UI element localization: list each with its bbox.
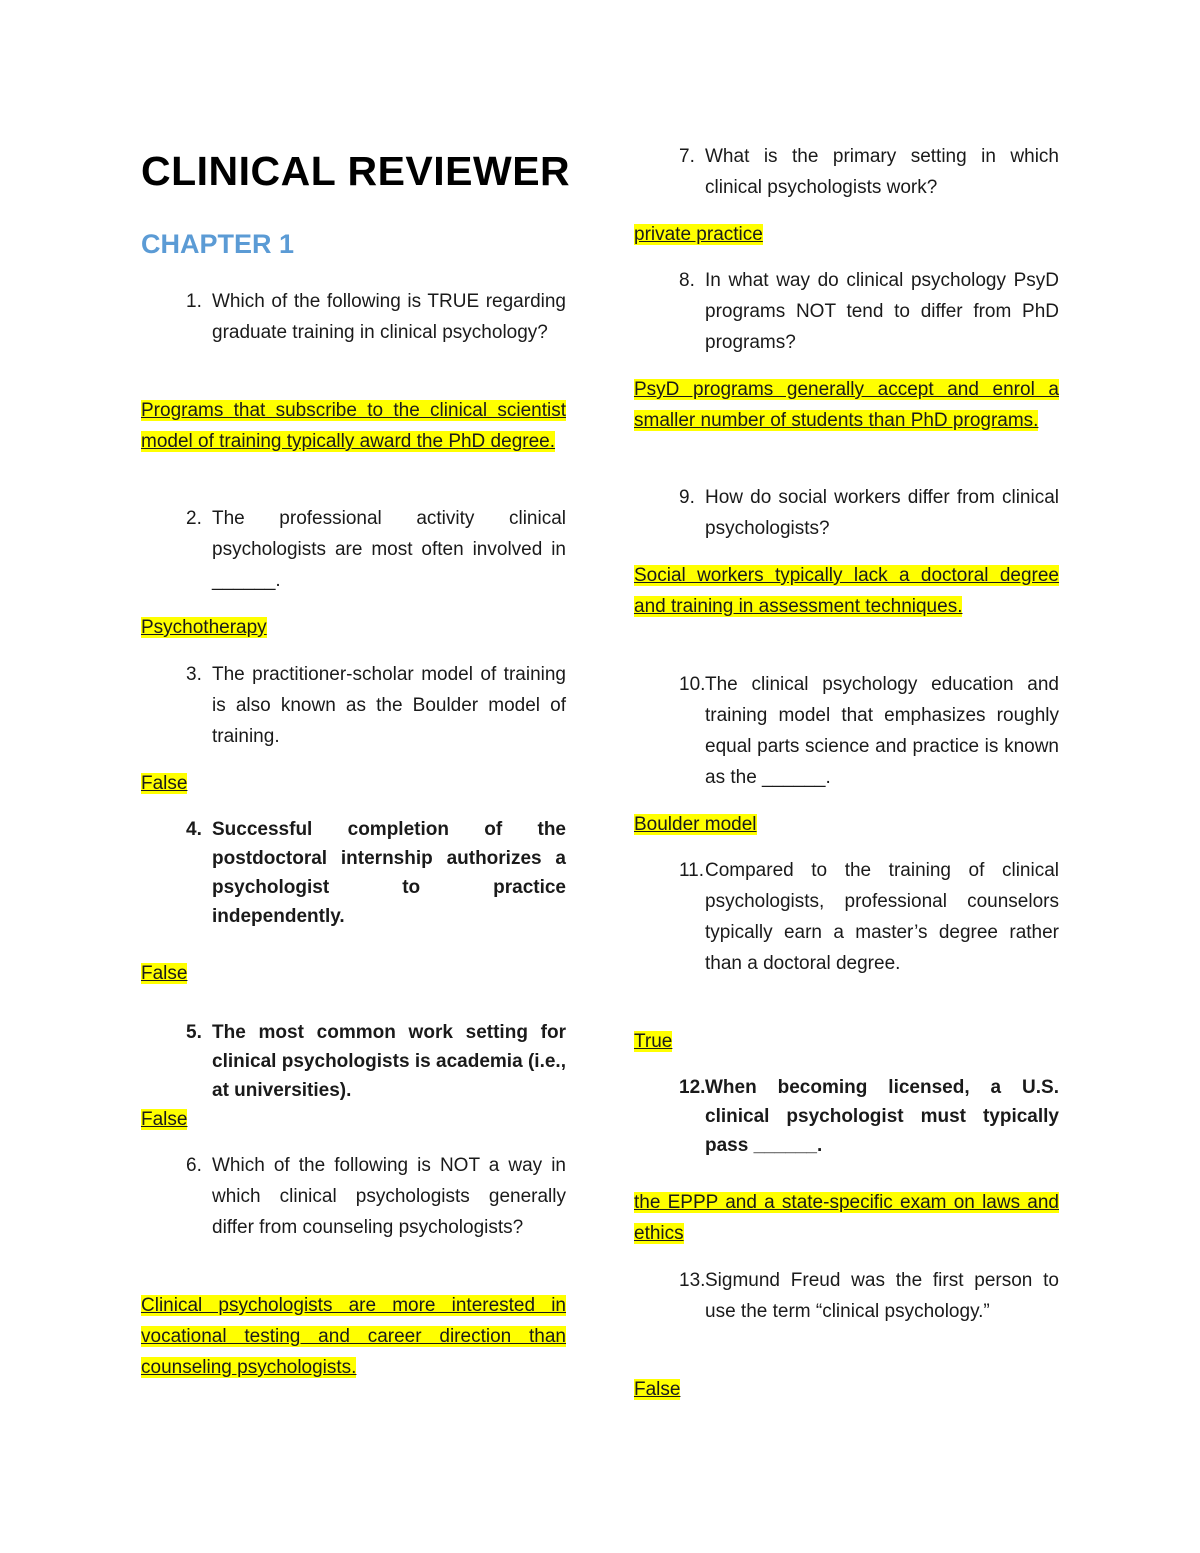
question-number: 7. bbox=[679, 146, 695, 167]
answer-8 bbox=[634, 374, 1059, 436]
answer-5 bbox=[141, 1104, 566, 1135]
question-number: 6. bbox=[186, 1155, 202, 1176]
question-text: Which of the following is NOT a way in which clinical psychologists generally differ from counseling psychologists? bbox=[212, 1155, 566, 1238]
question-7 bbox=[634, 141, 1059, 203]
answer-3 bbox=[141, 768, 566, 799]
highlighted-answer: False bbox=[141, 773, 188, 794]
highlighted-answer: False bbox=[141, 1109, 188, 1130]
highlighted-answer: Psychotherapy bbox=[141, 617, 267, 638]
highlighted-answer: True bbox=[634, 1031, 673, 1052]
question-text: The practitioner-scholar model of training is also known as the Boulder model of training. bbox=[212, 664, 566, 747]
highlighted-answer: Social workers typically lack a doctoral degree and training in assessment techniques. bbox=[634, 565, 1059, 617]
answer-1 bbox=[141, 395, 566, 457]
question-text: The clinical psychology education and training model that emphasizes roughly equal parts science and practice is known as the ______. bbox=[705, 674, 1059, 788]
highlighted-answer: Programs that subscribe to the clinical scientist model of training typically award the PhD degree. bbox=[141, 400, 566, 452]
question-13 bbox=[634, 1265, 1059, 1327]
document-title: CLINICAL REVIEWER bbox=[141, 148, 571, 194]
question-text: When becoming licensed, a U.S. clinical psychologist must typically pass ______. bbox=[705, 1077, 1059, 1156]
question-number: 8. bbox=[679, 270, 695, 291]
question-text: In what way do clinical psychology PsyD programs NOT tend to differ from PhD programs? bbox=[705, 270, 1059, 353]
question-1 bbox=[141, 286, 566, 348]
question-text: Compared to the training of clinical psychologists, professional counselors typically earn a master’s degree rather than a doctoral degree. bbox=[705, 860, 1059, 974]
answer-9 bbox=[634, 560, 1059, 622]
highlighted-answer: Boulder model bbox=[634, 814, 757, 835]
highlighted-answer: private practice bbox=[634, 224, 763, 245]
answer-11 bbox=[634, 1026, 1059, 1057]
question-6 bbox=[141, 1150, 566, 1243]
question-number: 13. bbox=[679, 1270, 706, 1291]
question-number: 12. bbox=[679, 1077, 706, 1098]
question-text: Which of the following is TRUE regarding graduate training in clinical psychology? bbox=[212, 291, 566, 343]
question-9 bbox=[634, 482, 1059, 544]
question-11 bbox=[634, 855, 1059, 979]
question-8 bbox=[634, 265, 1059, 358]
highlighted-answer: Clinical psychologists are more interested in vocational testing and career direction than counseling psychologists. bbox=[141, 1295, 566, 1378]
question-text: What is the primary setting in which clinical psychologists work? bbox=[705, 146, 1059, 198]
highlighted-answer: PsyD programs generally accept and enrol a smaller number of students than PhD programs. bbox=[634, 379, 1059, 431]
question-number: 9. bbox=[679, 487, 695, 508]
question-2 bbox=[141, 503, 566, 596]
answer-2 bbox=[141, 612, 566, 643]
answer-12 bbox=[634, 1187, 1059, 1249]
chapter-heading: CHAPTER 1 bbox=[141, 229, 295, 259]
question-text: How do social workers differ from clinical psychologists? bbox=[705, 487, 1059, 539]
question-number: 10. bbox=[679, 674, 706, 695]
answer-4 bbox=[141, 958, 566, 989]
question-12 bbox=[634, 1073, 1059, 1160]
question-number: 4. bbox=[186, 819, 202, 840]
question-3 bbox=[141, 659, 566, 752]
question-number: 2. bbox=[186, 508, 202, 529]
question-number: 11. bbox=[679, 860, 705, 881]
question-10 bbox=[634, 669, 1059, 793]
question-text: The professional activity clinical psychologists are most often involved in ______. bbox=[212, 508, 566, 591]
question-number: 5. bbox=[186, 1022, 202, 1043]
answer-13 bbox=[634, 1374, 1059, 1405]
question-text: Successful completion of the postdoctoral internship authorizes a psychologist to practice independently. bbox=[212, 819, 566, 927]
answer-6 bbox=[141, 1290, 566, 1383]
question-number: 3. bbox=[186, 664, 202, 685]
question-text: Sigmund Freud was the first person to use the term “clinical psychology.” bbox=[705, 1270, 1059, 1322]
question-text: The most common work setting for clinical psychologists is academia (i.e., at universities). bbox=[212, 1022, 566, 1101]
answer-7 bbox=[634, 219, 1059, 250]
highlighted-answer: the EPPP and a state-specific exam on laws and ethics bbox=[634, 1192, 1059, 1244]
highlighted-answer: False bbox=[141, 963, 188, 984]
highlighted-answer: False bbox=[634, 1379, 681, 1400]
question-number: 1. bbox=[186, 291, 202, 312]
question-4 bbox=[141, 815, 566, 931]
question-5 bbox=[141, 1018, 566, 1105]
answer-10 bbox=[634, 809, 1059, 840]
